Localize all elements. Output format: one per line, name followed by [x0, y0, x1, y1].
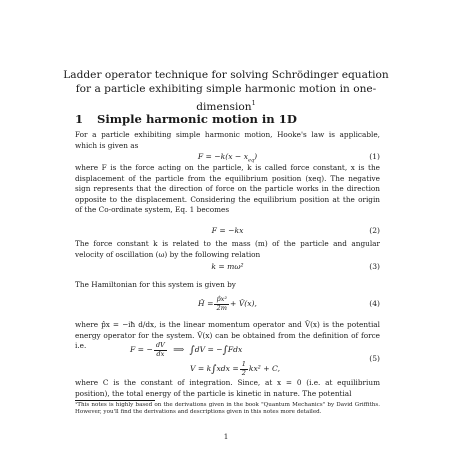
title-text: Ladder operator technique for solving Schrödinger equation for a particle exhibiting simple harmonic motion in one-dimension — [63, 69, 389, 113]
eq4-denominator: 2m — [216, 303, 227, 312]
equation-5-row-1 — [130, 342, 242, 358]
eq5-row2-denominator: 2 — [241, 368, 246, 377]
eq1-rhs: ) — [254, 152, 258, 161]
eq5-row2-mid: xdx = — [216, 364, 239, 373]
equation-2-body: F = −kx — [211, 226, 244, 235]
eq5-row1-rhs: dV = − — [194, 345, 223, 354]
equation-1-body — [75, 152, 380, 164]
equation-4-body — [75, 296, 380, 312]
eq1-sub: eq — [248, 157, 255, 164]
eq5-implies: ⟹ — [173, 345, 185, 354]
equation-3-body: k = mω² — [211, 262, 244, 271]
footnote-rule — [75, 400, 155, 401]
title-footnote-mark: 1 — [251, 99, 256, 107]
paragraph-3: The force constant k is related to the mass (m) of the particle and angular velocity of oscillation (ω) by the following relation — [75, 239, 380, 259]
eq4-rhs: + V̂(x), — [230, 299, 257, 308]
eq5-row1-numerator: dV — [155, 341, 165, 349]
eq5-row2-lhs: V = k — [190, 364, 212, 373]
paragraph-4: The Hamiltonian for this system is given by — [75, 280, 236, 289]
section-number: 1 — [75, 112, 84, 126]
equation-5-row-2 — [190, 361, 280, 377]
equation-1-number: (1) — [369, 152, 380, 161]
eq5-row2-rhs: kx² + C, — [248, 364, 280, 373]
integral-sign-icon: ∫ — [189, 345, 195, 356]
footnote: ¹This notes is highly based on the derivations given in the book "Quantum Mechanics" by David Griffiths. However, you'll find the derivations and descriptions given in this notes more detailed. — [75, 402, 380, 416]
paragraph-5: where p̂x = −iħ d/dx, is the linear momentum operator and V̂(x) is the potential energy operator for the system. V̂(x) can be obtained from the definition of force i.e. — [75, 320, 380, 351]
eq5-row1-rhs2: Fdx — [227, 345, 243, 354]
integral-sign-icon: ∫ — [211, 364, 217, 375]
eq5-row2-fraction — [240, 361, 248, 377]
eq4-lhs: Ĥ = — [198, 299, 214, 308]
eq4-numerator: p̂x² — [216, 295, 228, 303]
equation-4-number: (4) — [369, 299, 380, 308]
integral-sign-icon: ∫ — [222, 345, 228, 356]
document-title — [60, 68, 392, 114]
paragraph-6: where C is the constant of integration. Since, at x = 0 (i.e. at equilibrium position), the total energy of the particle is kinetic in nature. The potential — [75, 378, 380, 398]
equation-2-number: (2) — [369, 226, 380, 235]
equation-2 — [75, 226, 380, 240]
equation-3 — [75, 262, 380, 276]
page-number: 1 — [223, 432, 229, 441]
paragraph-2: where F is the force acting on the particle, k is called force constant, x is the displacement of the particle from the equilibrium position (xeq). The negative sign represents that the direction of force on the particle works in the direction opposite to the displacement. Considering the equilibrium position at the origin of the Co-ordinate system, Eq. 1 becomes — [75, 163, 380, 215]
equation-5-number: (5) — [369, 354, 380, 363]
eq1-lhs: F = −k(x − x — [197, 152, 248, 161]
eq5-row1-fraction — [154, 342, 167, 358]
eq4-fraction — [214, 296, 229, 312]
eq5-row1-lhs: F = − — [130, 345, 153, 354]
eq5-row2-numerator: 1 — [241, 360, 246, 368]
paragraph-1: For a particle exhibiting simple harmonic motion, Hooke's law is applicable, which is given as — [75, 130, 380, 150]
equation-3-number: (3) — [369, 262, 380, 271]
section-heading — [75, 112, 297, 126]
equation-4 — [75, 296, 380, 316]
eq5-row1-denominator: dx — [156, 349, 165, 358]
section-title: Simple harmonic motion in 1D — [97, 112, 297, 126]
equation-5 — [75, 342, 380, 380]
